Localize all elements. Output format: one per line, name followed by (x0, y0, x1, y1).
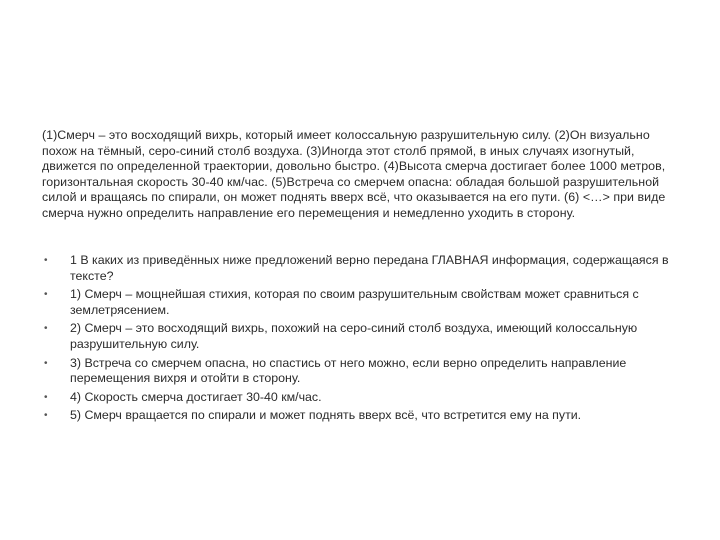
bullet-icon: • (44, 391, 48, 403)
list-item-option-2 (44, 321, 684, 352)
list-item-text: 4) Скорость смерча достигает 30-40 км/час. (70, 389, 322, 404)
list-item-text: 3) Встреча со смерчем опасна, но спастись от него можно, если верно определить направление перемещения вихря и отойти в сторону. (70, 355, 627, 386)
list-item-text: 5) Смерч вращается по спирали и может поднять вверх всё, что встретится ему на пути. (70, 408, 582, 423)
bullet-icon: • (44, 357, 48, 369)
list-item-text: 2) Смерч – это восходящий вихрь, похожий на серо-синий столб воздуха, имеющий колоссальную разрушительную силу. (70, 321, 638, 351)
list-item-text: 1) Смерч – мощнейшая стихия, которая по своим разрушительным свойствам может сравниться с землетрясением. (70, 287, 639, 317)
bullet-icon: • (44, 255, 48, 266)
list-item-question (44, 253, 684, 284)
bullet-icon: • (44, 289, 48, 301)
list-item-option-4 (44, 390, 684, 406)
list-item-text: 1 В каких из приведённых ниже предложений верно передана ГЛАВНАЯ информация, содержащаяся в тексте? (70, 253, 669, 283)
list-item-option-1 (44, 287, 684, 318)
text-passage: (1)Смерч – это восходящий вихрь, который имеет колоссальную разрушительную силу. (2)Он визуально похож на тёмный, серо-синий столб воздуха. (3)Иногда этот столб прямой, в иных случаях изогнутый, движется по определенной траектории, довольно быстро. (4)Высота смерча достигает более 1000 метров, горизонтальная скорость 30-40 км/час. (5)Встреча со смерчем опасна: обладая большой разрушительной силой и вращаясь по спирали, он может поднять вверх всё, что оказывается на его пути. (6) <…> при виде смерча нужно определить направление его перемещения и немедленно уходить в сторону. (42, 128, 666, 220)
answer-options-list (44, 253, 684, 427)
bullet-icon: • (44, 410, 48, 422)
list-item-option-3 (44, 356, 684, 387)
bullet-icon: • (44, 323, 48, 335)
list-item-option-5 (44, 408, 684, 424)
